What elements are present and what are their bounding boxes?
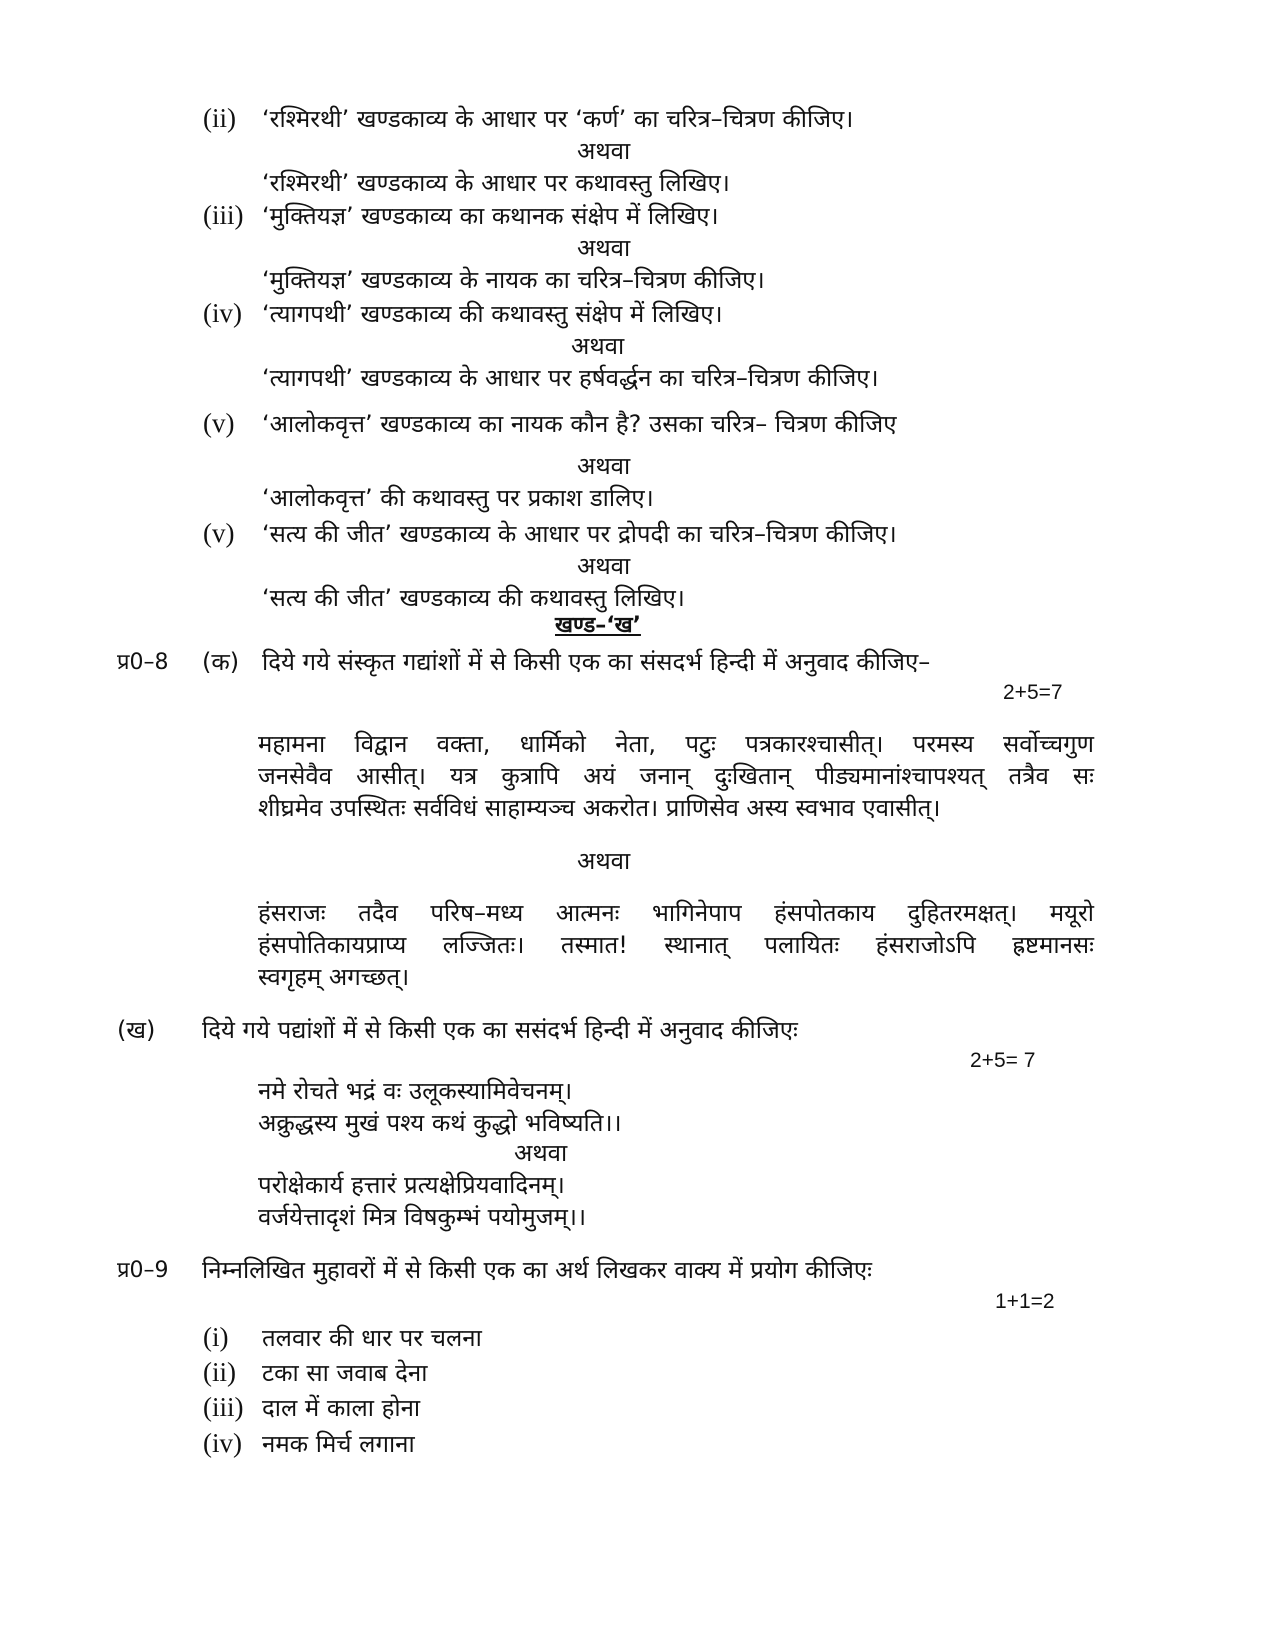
q7-iii-question: ‘मुक्तियज्ञ’ खण्डकाव्य का कथानक संक्षेप में लिखिए। — [262, 202, 719, 230]
section-heading: खण्ड–‘ख’ — [555, 613, 641, 638]
q9-marks: 1+1=2 — [995, 1290, 1055, 1313]
q7-v1-question: ‘आलोकवृत्त’ खण्डकाव्य का नायक कौन है? उसका चरित्र– चित्रण कीजिए — [262, 410, 897, 438]
sanskrit-prose-line: हंसपोतिकायप्राप्य लज्जितः। तस्मात! स्थानात् पलायितः हंसराजोऽपि ह्रष्टमानसः — [258, 931, 1094, 959]
q8-ka-instruction: दिये गये संस्कृत गद्यांशों में से किसी एक का संसदर्भ हिन्दी में अनुवाद कीजिए– — [262, 648, 931, 676]
q7-iii-number: (iii) — [203, 200, 244, 230]
q7-v2-question: ‘सत्य की जीत’ खण्डकाव्य के आधार पर द्रोपदी का चरित्र–चित्रण कीजिए। — [262, 520, 897, 548]
q7-ii-or: अथवा — [577, 137, 631, 165]
q8-label: प्र0–8 — [117, 650, 169, 675]
q7-v2-alt-question: ‘सत्य की जीत’ खण्डकाव्य की कथावस्तु लिखिए। — [262, 584, 685, 612]
q8-kha-instruction: दिये गये पद्यांशों में से किसी एक का ससंदर्भ हिन्दी में अनुवाद कीजिएः — [202, 1016, 798, 1044]
q9-instruction: निम्नलिखित मुहावरों में से किसी एक का अर्थ लिखकर वाक्य में प्रयोग कीजिएः — [202, 1256, 873, 1284]
q7-v1-alt-question: ‘आलोकवृत्त’ की कथावस्तु पर प्रकाश डालिए। — [262, 484, 654, 512]
sanskrit-prose-line: शीघ्रमेव उपस्थितः सर्वविधं साहाम्यञ्च अकरोत। प्राणिसेव अस्य स्वभाव एवासीत्। — [258, 794, 941, 822]
sanskrit-prose-line: हंसराजः तदैव परिष–मध्य आत्मनः भागिनेपाप हंसपोतकाय दुहितरमक्षत्। मयूरो — [258, 899, 1094, 927]
idiom-number: (iv) — [203, 1428, 242, 1458]
q7-ii-number: (ii) — [203, 103, 236, 133]
q8-kha-or: अथवा — [514, 1139, 568, 1167]
q8-ka-marks: 2+5=7 — [1003, 681, 1063, 704]
idiom-text: नमक मिर्च लगाना — [262, 1430, 415, 1458]
idiom-number: (iii) — [203, 1392, 244, 1422]
q9-label: प्र0–9 — [117, 1258, 169, 1283]
q7-iv-question: ‘त्यागपथी’ खण्डकाव्य की कथावस्तु संक्षेप में लिखिए। — [262, 300, 723, 328]
q7-iii-or: अथवा — [577, 234, 631, 262]
q7-v1-number: (v) — [203, 408, 235, 438]
q8-kha-label: (ख) — [117, 1016, 156, 1044]
q7-v2-or: अथवा — [577, 552, 631, 580]
q7-iii-alt-question: ‘मुक्तियज्ञ’ खण्डकाव्य के नायक का चरित्र–चित्रण कीजिए। — [262, 266, 765, 294]
idiom-text: टका सा जवाब देना — [262, 1359, 428, 1387]
sanskrit-prose-line: महामना विद्वान वक्ता, धार्मिको नेता, पटुः पत्रकारश्चासीत्। परमस्य सर्वोच्चगुण — [258, 730, 1094, 758]
q7-iv-or: अथवा — [571, 332, 625, 360]
idiom-text: दाल में काला होना — [262, 1394, 421, 1422]
q8-ka-or: अथवा — [577, 847, 631, 875]
idiom-number: (ii) — [203, 1357, 236, 1387]
q7-ii-question: ‘रश्मिरथी’ खण्डकाव्य के आधार पर ‘कर्ण’ का चरित्र–चित्रण कीजिए। — [262, 105, 854, 133]
sanskrit-prose-line: जनसेवैव आसीत्। यत्र कुत्रापि अयं जनान् दुःखितान् पीड्यमानांश्चापश्यत् तत्रैव सः — [258, 762, 1094, 790]
sanskrit-verse-line: परोक्षेकार्य हत्तारं प्रत्यक्षेप्रियवादिनम्। — [258, 1171, 565, 1199]
sanskrit-verse-line: नमे रोचते भद्रं वः उलूकस्यामिवेचनम्। — [258, 1077, 573, 1105]
q8-kha-marks: 2+5= 7 — [970, 1049, 1036, 1072]
sanskrit-verse-line: अक्रुद्धस्य मुखं पश्य कथं कुद्धो भविष्यति।। — [258, 1109, 622, 1137]
q7-iv-alt-question: ‘त्यागपथी’ खण्डकाव्य के आधार पर हर्षवर्द्धन का चरित्र–चित्रण कीजिए। — [262, 364, 879, 392]
q7-iv-number: (iv) — [203, 298, 242, 328]
q7-ii-alt-question: ‘रश्मिरथी’ खण्डकाव्य के आधार पर कथावस्तु लिखिए। — [262, 169, 730, 197]
q7-v1-or: अथवा — [577, 452, 631, 480]
q8-ka-label: (क) — [202, 648, 240, 676]
idiom-text: तलवार की धार पर चलना — [262, 1324, 482, 1352]
sanskrit-verse-line: वर्जयेत्तादृशं मित्र विषकुम्भं पयोमुजम्।। — [258, 1203, 587, 1231]
idiom-number: (i) — [203, 1322, 229, 1352]
q7-v2-number: (v) — [203, 518, 235, 548]
sanskrit-prose-line: स्वगृहम् अगच्छत्। — [258, 963, 410, 991]
